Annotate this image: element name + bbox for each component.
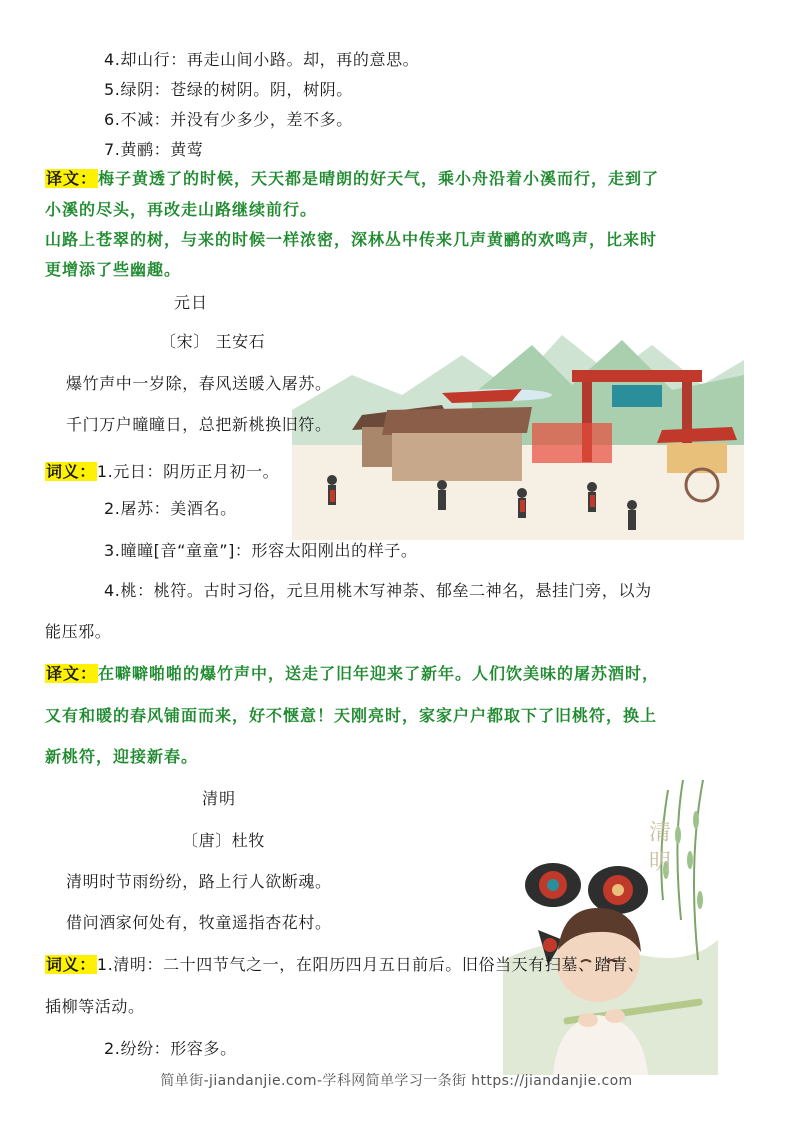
poem2-gloss-3: 3.曈曈[音“童童”]：形容太阳刚出的样子。	[104, 541, 418, 560]
qingming-boy-illustration	[503, 780, 718, 1075]
poem1-translation-line2: 小溪的尽头，再改走山路继续前行。	[45, 200, 318, 219]
poem3-verse2: 借问酒家何处有，牧童遥指杏花村。	[66, 913, 332, 932]
page-footer: 简单街-jiandanjie.com-学科网简单学习一条街 https://jiandanjie.com	[160, 1073, 633, 1089]
note-7: 7.黄鹂：黄莺	[104, 140, 204, 159]
poem2-verse2: 千门万户曈曈日，总把新桃换旧符。	[66, 415, 332, 434]
translation-label: 译文：	[46, 664, 98, 683]
note-5: 5.绿阴：苍绿的树阴。阴，树阴。	[104, 80, 353, 99]
poem2-title: 元日	[174, 293, 209, 312]
poem1-translation-line3: 山路上苍翠的树，与来的时候一样浓密，深林丛中传来几声黄鹂的欢鸣声，比来时	[45, 230, 658, 249]
poem3-gloss-2: 插柳等活动。	[45, 997, 145, 1016]
gloss-label: 词义：	[46, 955, 96, 974]
poem1-translation-line1: 译文：梅子黄透了的时候，天天都是晴朗的好天气，乘小舟沿着小溪而行，走到了	[46, 169, 660, 188]
note-4: 4.却山行：再走山间小路。却，再的意思。	[104, 50, 420, 69]
poem2-gloss-4: 4.桃：桃符。古时习俗，元旦用桃木写神荼、郁垒二神名，悬挂门旁，以为	[104, 581, 652, 600]
poem2-gloss-2: 2.屠苏：美酒名。	[104, 499, 237, 518]
poem1-translation-line4: 更增添了些幽趣。	[45, 260, 182, 279]
new-year-market-illustration	[292, 315, 744, 540]
poem2-translation-line2: 又有和暖的春风铺面而来，好不惬意！天刚亮时，家家户户都取下了旧桃符，换上	[45, 706, 658, 725]
poem2-gloss-5: 能压邪。	[45, 622, 112, 641]
poem3-gloss-3: 2.纷纷：形容多。	[104, 1039, 237, 1058]
poem2-translation-line3: 新桃符，迎接新春。	[45, 747, 199, 766]
poem3-gloss-1: 词义：1.清明：二十四节气之一，在阳历四月五日前后。旧俗当天有扫墓、踏青、	[46, 955, 645, 974]
poem2-gloss-1: 词义：1.元日：阴历正月初一。	[46, 462, 280, 481]
poem3-title: 清明	[202, 789, 237, 808]
poem3-verse1: 清明时节雨纷纷，路上行人欲断魂。	[66, 872, 332, 891]
qingming-illustration-title: 清明	[645, 820, 671, 880]
gloss-label: 词义：	[46, 462, 96, 481]
poem3-author: 〔唐〕杜牧	[182, 831, 266, 850]
poem2-verse1: 爆竹声中一岁除，春风送暖入屠苏。	[66, 374, 332, 393]
poem2-author: 〔宋〕 王安石	[160, 332, 266, 351]
note-6: 6.不减：并没有少多少，差不多。	[104, 110, 353, 129]
translation-label: 译文：	[46, 169, 98, 188]
poem2-translation-line1: 译文：在噼噼啪啪的爆竹声中，送走了旧年迎来了新年。人们饮美味的屠苏酒时，	[46, 664, 660, 683]
